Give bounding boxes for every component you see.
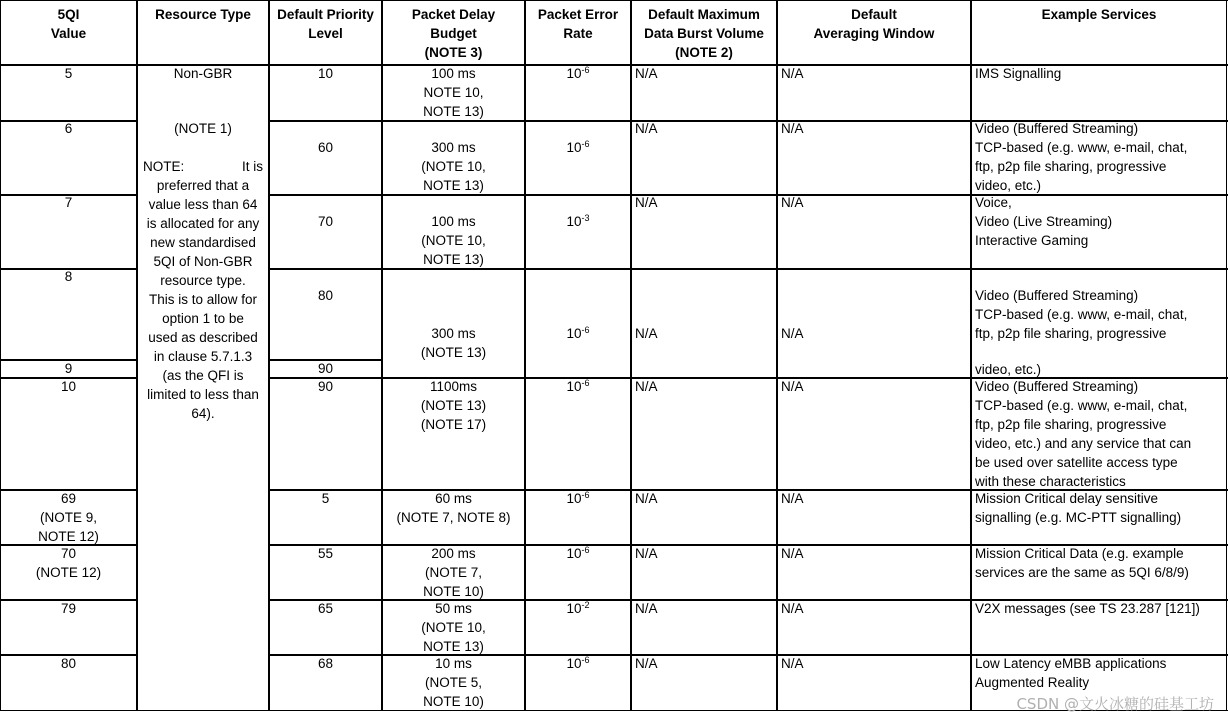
packet-error-rate: $10^{-6}$ bbox=[566, 545, 590, 561]
qi-value: 69 (NOTE 9, NOTE 12) bbox=[38, 491, 99, 544]
header-max-data-burst: Default Maximum Data Burst Volume (NOTE 2) bbox=[644, 7, 764, 60]
col-sep-6 bbox=[776, 0, 778, 711]
averaging-window: N/A bbox=[781, 491, 804, 506]
averaging-window: N/A bbox=[781, 195, 804, 210]
packet-delay-budget: 200 ms (NOTE 7, NOTE 10) bbox=[423, 546, 484, 599]
header-priority: Default Priority Level bbox=[277, 7, 374, 41]
averaging-window: N/A bbox=[781, 326, 804, 341]
header-5qi: 5QI Value bbox=[50, 7, 87, 41]
priority-level: 68 bbox=[317, 656, 334, 671]
max-data-burst: N/A bbox=[635, 379, 658, 394]
qi-value: 80 bbox=[60, 656, 77, 671]
qi-value: 5 bbox=[64, 66, 73, 81]
qi-value: 6 bbox=[64, 121, 73, 136]
packet-delay-budget: 100 ms NOTE 10, NOTE 13) bbox=[423, 66, 484, 119]
qi-value: 9 bbox=[64, 361, 73, 376]
example-services: Video (Buffered Streaming) TCP-based (e.g. www, e-mail, chat, ftp, p2p file sharing, progressive video, etc.) bbox=[975, 121, 1188, 193]
packet-delay-budget: 50 ms (NOTE 10, NOTE 13) bbox=[421, 601, 486, 654]
header-resource-type: Resource Type bbox=[155, 7, 251, 22]
resource-type-note-text: preferred that a value less than 64 is allocated for any new standardised 5QI of Non-GBR resource type. This is to allow for option 1 to be used as described in clause 5.7.1.3 (as the QFI is limited to less than 64). bbox=[146, 178, 260, 421]
packet-error-rate: $10^{-6}$ bbox=[566, 139, 590, 155]
resource-type-value: Non-GBR bbox=[173, 66, 233, 81]
table-border-right bbox=[1226, 0, 1227, 711]
packet-error-rate: $10^{-3}$ bbox=[566, 213, 590, 229]
packet-error-rate: $10^{-6}$ bbox=[566, 325, 590, 341]
packet-error-rate: $10^{-6}$ bbox=[566, 490, 590, 506]
example-services: IMS Signalling bbox=[975, 66, 1062, 81]
averaging-window: N/A bbox=[781, 121, 804, 136]
max-data-burst: N/A bbox=[635, 121, 658, 136]
max-data-burst: N/A bbox=[635, 66, 658, 81]
priority-level: 10 bbox=[317, 66, 334, 81]
example-services: video, etc.) bbox=[975, 362, 1042, 377]
priority-level: 90 bbox=[317, 361, 334, 376]
max-data-burst: N/A bbox=[635, 326, 658, 341]
averaging-window: N/A bbox=[781, 546, 804, 561]
col-sep-5 bbox=[630, 0, 632, 711]
example-services: Voice, Video (Live Streaming) Interactive Gaming bbox=[975, 195, 1113, 248]
qi-value: 8 bbox=[64, 269, 73, 284]
max-data-burst: N/A bbox=[635, 491, 658, 506]
priority-level: 70 bbox=[317, 214, 334, 229]
priority-level: 55 bbox=[317, 546, 334, 561]
packet-delay-budget: 300 ms (NOTE 13) bbox=[420, 326, 487, 360]
header-packet-error-rate: Packet Error Rate bbox=[537, 7, 619, 41]
resource-type-note1: (NOTE 1) bbox=[174, 121, 232, 136]
qi-value: 7 bbox=[64, 195, 73, 210]
header-packet-delay-budget: Packet Delay Budget (NOTE 3) bbox=[411, 7, 496, 60]
example-services: Video (Buffered Streaming) TCP-based (e.g. www, e-mail, chat, ftp, p2p file sharing, progressive video, etc.) and any service that can be used over satellite access type with these characteristics bbox=[975, 379, 1192, 489]
watermark: CSDN @文火冰糖的硅基工坊 bbox=[1016, 695, 1214, 713]
averaging-window: N/A bbox=[781, 601, 804, 616]
averaging-window: N/A bbox=[781, 379, 804, 394]
packet-delay-budget: 300 ms (NOTE 10, NOTE 13) bbox=[421, 140, 486, 193]
max-data-burst: N/A bbox=[635, 546, 658, 561]
example-services: Video (Buffered Streaming) TCP-based (e.g. www, e-mail, chat, ftp, p2p file sharing, progressive bbox=[975, 288, 1188, 341]
qi-value: 10 bbox=[60, 379, 77, 394]
example-services: Mission Critical Data (e.g. example services are the same as 5QI 6/8/9) bbox=[975, 546, 1189, 580]
example-services: V2X messages (see TS 23.287 [121]) bbox=[975, 601, 1200, 616]
header-averaging-window: Default Averaging Window bbox=[813, 7, 935, 41]
table-border-top bbox=[0, 0, 1228, 1]
priority-level: 80 bbox=[317, 288, 334, 303]
example-services: Mission Critical delay sensitive signalling (e.g. MC-PTT signalling) bbox=[975, 491, 1182, 525]
max-data-burst: N/A bbox=[635, 601, 658, 616]
resource-type-note-label: NOTE: It is bbox=[143, 159, 263, 174]
priority-level: 60 bbox=[317, 140, 334, 155]
qi-value: 70 (NOTE 12) bbox=[35, 546, 102, 580]
qi-value: 79 bbox=[60, 601, 77, 616]
packet-delay-budget: 60 ms (NOTE 7, NOTE 8) bbox=[396, 491, 511, 525]
header-example-services: Example Services bbox=[1041, 7, 1157, 22]
max-data-burst: N/A bbox=[635, 195, 658, 210]
example-services: Low Latency eMBB applications Augmented Reality bbox=[975, 656, 1167, 690]
priority-level: 90 bbox=[317, 379, 334, 394]
packet-delay-budget: 1100ms (NOTE 13) (NOTE 17) bbox=[420, 379, 487, 432]
packet-delay-budget: 100 ms (NOTE 10, NOTE 13) bbox=[421, 214, 486, 267]
priority-level: 5 bbox=[321, 491, 330, 506]
packet-error-rate: $10^{-6}$ bbox=[566, 65, 590, 81]
max-data-burst: N/A bbox=[635, 656, 658, 671]
packet-delay-budget: 10 ms (NOTE 5, NOTE 10) bbox=[423, 656, 484, 709]
packet-error-rate: $10^{-6}$ bbox=[566, 655, 590, 671]
averaging-window: N/A bbox=[781, 66, 804, 81]
packet-error-rate: $10^{-6}$ bbox=[566, 378, 590, 394]
col-sep-7 bbox=[970, 0, 972, 711]
priority-level: 65 bbox=[317, 601, 334, 616]
averaging-window: N/A bbox=[781, 656, 804, 671]
packet-error-rate: $10^{-2}$ bbox=[566, 600, 590, 616]
